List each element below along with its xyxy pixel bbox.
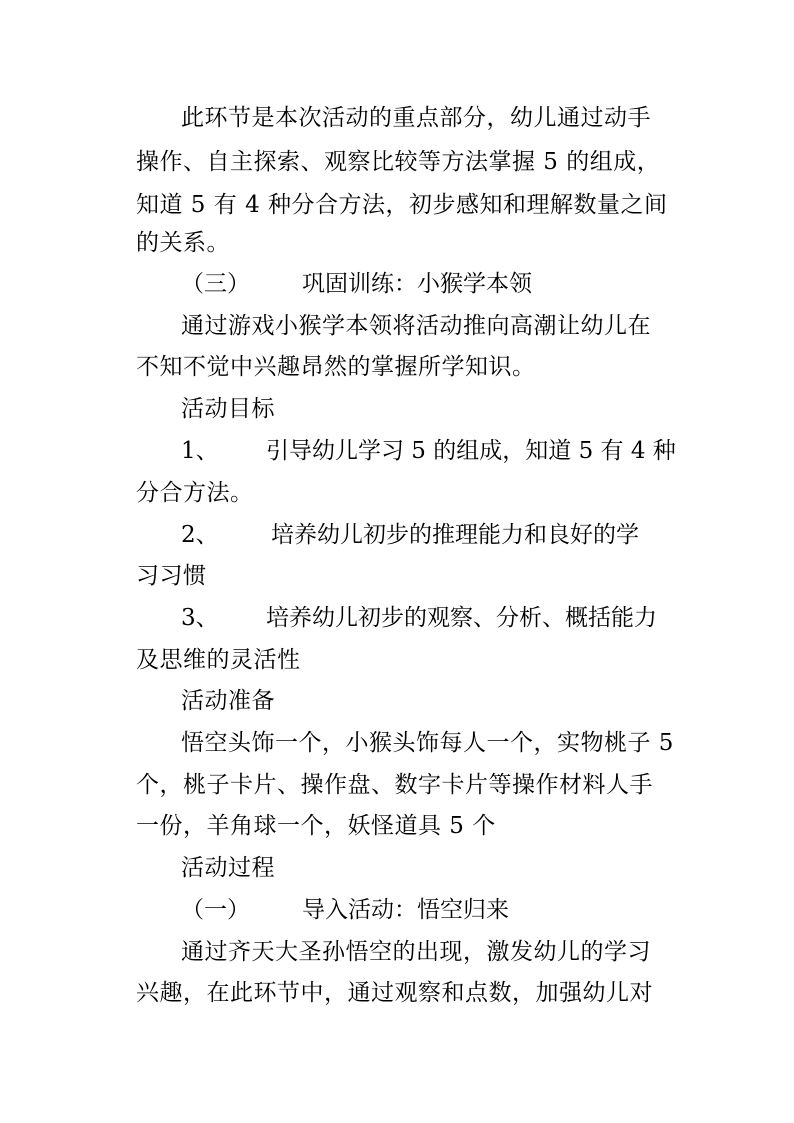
paragraph-line: 悟空头饰一个，小猴头饰每人一个，实物桃子 5	[181, 730, 674, 756]
paragraph-line: 此环节是本次活动的重点部分，幼儿通过动手	[181, 105, 651, 131]
paragraph-line: 一份，羊角球一个，妖怪道具 5 个	[136, 813, 496, 839]
paragraph-line: 个，桃子卡片、操作盘、数字卡片等操作材料人手	[136, 772, 653, 798]
goal-text: 培养幼儿初步的推理能力和良好的学	[271, 522, 639, 548]
paragraph-line: 通过齐天大圣孙悟空的出现，激发幼儿的学习	[181, 939, 651, 965]
process-title: 活动过程	[181, 855, 275, 881]
goal-text: 培养幼儿初步的观察、分析、概括能力	[266, 605, 657, 631]
goal-text-cont: 分合方法。	[136, 480, 254, 506]
paragraph-line: 不知不觉中兴趣昂然的掌握所学知识。	[136, 354, 536, 380]
goal-text-cont: 习习惯	[136, 563, 207, 589]
paragraph-line: 知道 5 有 4 种分合方法，初步感知和理解数量之间	[136, 192, 668, 218]
section-heading: 导入活动：悟空归来	[302, 897, 509, 923]
paragraph-line: 的关系。	[136, 230, 230, 256]
goals-title: 活动目标	[181, 396, 275, 422]
goal-text-cont: 及思维的灵活性	[136, 647, 301, 673]
paragraph-line: 操作、自主探索、观察比较等方法掌握 5 的组成，	[136, 149, 661, 175]
section-number: （三）	[181, 271, 250, 297]
section-number: （一）	[181, 897, 250, 923]
paragraph-line: 兴趣，在此环节中，通过观察和点数，加强幼儿对	[136, 980, 653, 1006]
goal-number: 2、	[181, 522, 219, 548]
goal-number: 3、	[181, 605, 219, 631]
goal-text: 引导幼儿学习 5 的组成，知道 5 有 4 种	[266, 438, 676, 464]
goal-number: 1、	[181, 438, 219, 464]
section-heading: 巩固训练：小猴学本领	[302, 271, 532, 297]
paragraph-line: 通过游戏小猴学本领将活动推向高潮让幼儿在	[181, 313, 651, 339]
prep-title: 活动准备	[181, 688, 275, 714]
